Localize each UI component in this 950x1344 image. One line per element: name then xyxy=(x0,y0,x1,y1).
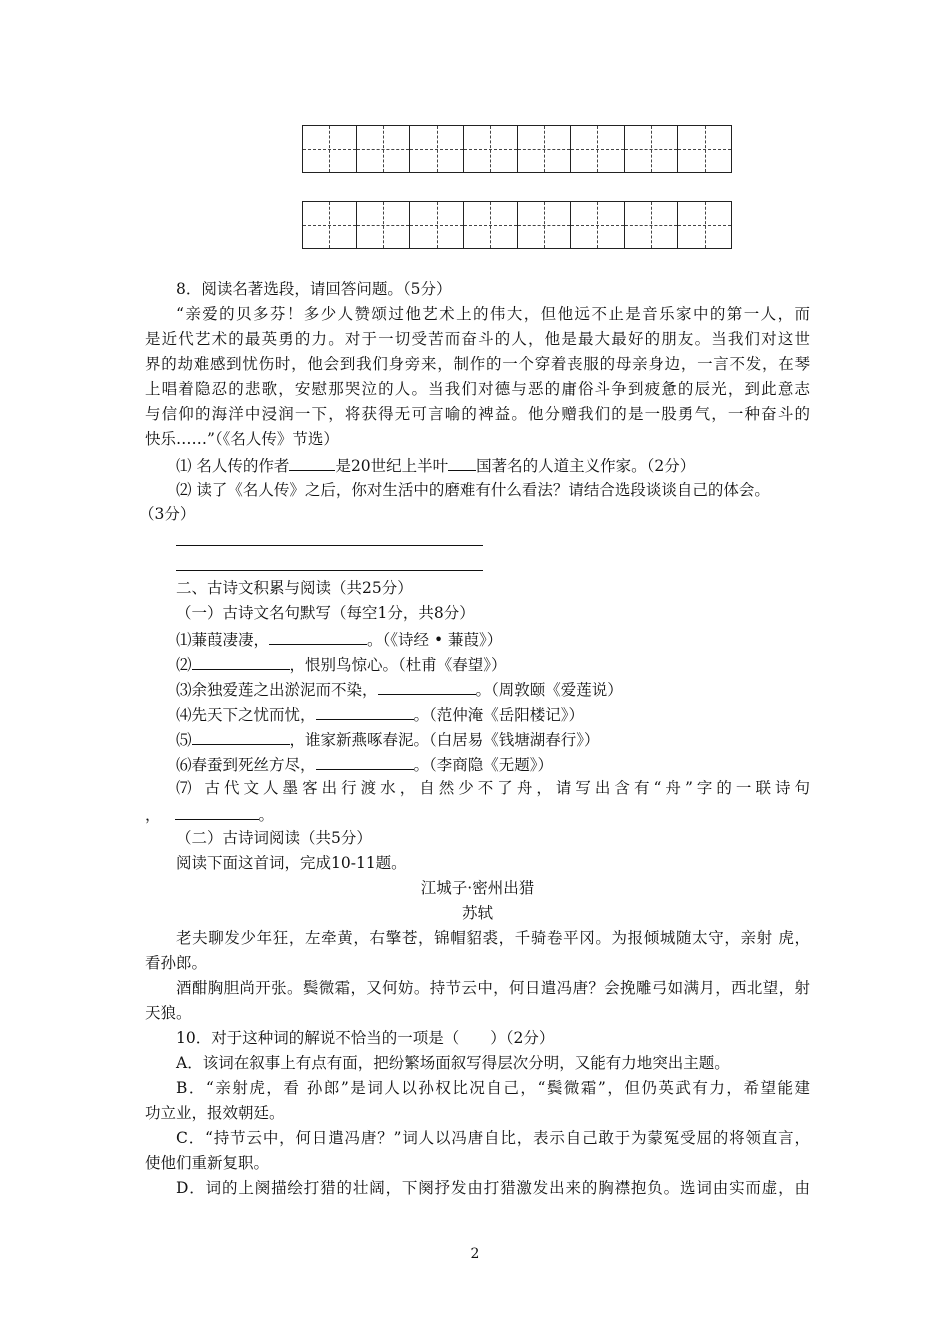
poem-instruction: 阅读下面这首词，完成10-11题。 xyxy=(176,854,407,872)
answer-blank[interactable] xyxy=(175,801,259,820)
q8-sub1-text-a: ⑴ 名人传的作者 xyxy=(176,457,290,475)
recite-item-post: 。（《诗经 • 蒹葭》） xyxy=(367,631,503,649)
grid-cell xyxy=(464,202,518,248)
grid-cell xyxy=(357,126,411,172)
grid-cell xyxy=(410,202,464,248)
q8-passage-line: “亲爱的贝多芬！多少人赞颂过他艺术上的伟大，但他远不止是音乐家中的第一人，而 xyxy=(176,305,810,323)
recite-item xyxy=(176,751,810,778)
section-2-heading: 二、古诗文积累与阅读（共25分） xyxy=(176,579,413,597)
q8-sub2-score: （3分） xyxy=(139,505,196,523)
grid-cell xyxy=(410,126,464,172)
q8-passage-line: 上唱着隐忍的悲歌，安慰那哭泣的人。当我们对德与恶的庸俗斗争到疲惫的辰光，到此意志 xyxy=(145,380,810,398)
q10-option-b-cont: 功立业，报效朝廷。 xyxy=(145,1104,285,1122)
recite-item-pre: ⑵ xyxy=(176,656,192,674)
grid-cell xyxy=(303,126,357,172)
poem-line: 酒酣胸胆尚开张。鬓微霜，又何妨。持节云中，何日遣冯唐？会挽雕弓如满月，西北望，射 xyxy=(176,979,810,997)
answer-blank[interactable] xyxy=(192,726,290,745)
answer-blank[interactable] xyxy=(192,651,290,670)
q10-option-a: A．该词在叙事上有点有面，把纷繁场面叙写得层次分明，又能有力地突出主题。 xyxy=(176,1054,730,1072)
q8-heading: 8．阅读名著选段，请回答问题。（5分） xyxy=(176,280,452,298)
grid-cell xyxy=(678,126,731,172)
grid-cell xyxy=(625,202,679,248)
q8-sub1-text-c: 国著名的人道主义作家。（2分） xyxy=(476,457,696,475)
answer-blank[interactable] xyxy=(269,626,367,645)
answer-line[interactable] xyxy=(176,570,483,571)
recite-item-post: 。（李商隐《无题》） xyxy=(413,756,554,774)
recite-item-post: 。（范仲淹《岳阳楼记》） xyxy=(413,706,585,724)
recite-item-pre: ⑶余独爱莲之出淤泥而不染， xyxy=(176,681,378,699)
grid-cell xyxy=(464,126,518,172)
page-number: 2 xyxy=(470,1246,480,1262)
grid-cell xyxy=(518,126,572,172)
grid-cell xyxy=(625,126,679,172)
q8-passage-line: 快乐……”（《名人传》节选） xyxy=(145,430,339,448)
answer-line[interactable] xyxy=(176,545,483,546)
q10-option-b: B．“亲射虎，看 孙郎”是词人以孙权比况自己，“鬓微霜”，但仍英武有力，希望能建 xyxy=(176,1079,810,1097)
recite-item-pre: ⑷先天下之忧而忧， xyxy=(176,706,316,724)
recite-item-7-comma: ， xyxy=(145,806,161,824)
grid-cell xyxy=(571,126,625,172)
poem-author: 苏轼 xyxy=(461,904,493,922)
recite-item-pre: ⑹春蚕到死丝方尽， xyxy=(176,756,316,774)
recite-item xyxy=(176,726,810,753)
recite-item xyxy=(176,701,810,728)
recite-item-7-answer xyxy=(145,801,810,828)
recite-item-7-tail: 。 xyxy=(258,806,275,824)
q10-option-c: C．“持节云中，何日遣冯唐？”词人以冯唐自比，表示自己敢于为蒙冤受屈的将领直言， xyxy=(176,1129,810,1147)
q10-option-d: D．词的上阕描绘打猎的壮阔，下阕抒发由打猎激发出来的胸襟抱负。选词由实而虚，由 xyxy=(176,1179,810,1197)
answer-blank[interactable] xyxy=(316,751,414,770)
grid-cell xyxy=(571,202,625,248)
poem-line: 天狼。 xyxy=(145,1004,192,1022)
grid-cell xyxy=(518,202,572,248)
recite-item xyxy=(176,626,810,653)
grid-cell xyxy=(678,202,731,248)
grid-cell xyxy=(303,202,357,248)
section-2-part-1-heading: （一）古诗文名句默写（每空1分，共8分） xyxy=(176,604,475,622)
q10-stem: 10．对于这种词的解说不恰当的一项是（ ）（2分） xyxy=(176,1029,555,1047)
writing-grid-row-1 xyxy=(302,125,732,173)
q8-sub1 xyxy=(176,452,810,479)
q8-passage-line: 是近代艺术的最英勇的力。对于一切受苦而奋斗的人，他是最大最好的朋友。当我们对这世 xyxy=(145,330,810,348)
answer-blank[interactable] xyxy=(448,452,476,471)
recite-item-pre: ⑴蒹葭凄凄， xyxy=(176,631,270,649)
poem-title: 江城子·密州出猎 xyxy=(420,879,535,897)
recite-item xyxy=(176,676,810,703)
q8-sub1-text-b: 是20世纪上半叶 xyxy=(335,457,449,475)
answer-blank[interactable] xyxy=(378,676,476,695)
recite-item-pre: ⑸ xyxy=(176,731,192,749)
recite-item xyxy=(176,651,810,678)
answer-blank[interactable] xyxy=(289,452,335,471)
q10-option-c-cont: 使他们重新复职。 xyxy=(145,1154,270,1172)
q8-sub2: ⑵ 读了《名人传》之后，你对生活中的磨难有什么看法？请结合选段谈谈自己的体会。 xyxy=(176,481,770,499)
writing-grid-row-2 xyxy=(302,201,732,249)
recite-item-post: ，恨别鸟惊心。（杜甫《春望》） xyxy=(289,656,507,674)
answer-blank[interactable] xyxy=(316,701,414,720)
poem-line: 看孙郎。 xyxy=(145,954,208,972)
recite-item-post: ，谁家新燕啄春泥。（白居易《钱塘湖春行》） xyxy=(289,731,600,749)
poem-line: 老夫聊发少年狂，左牵黄，右擎苍，锦帽貂裘，千骑卷平冈。为报倾城随太守，亲射 虎， xyxy=(176,929,810,947)
grid-cell xyxy=(357,202,411,248)
recite-item-post: 。（周敦颐《爱莲说） xyxy=(475,681,623,699)
recite-item-7: ⑺ 古代文人墨客出行渡水，自然少不了舟，请写出含有“舟”字的一联诗句 xyxy=(176,779,810,797)
q8-passage-line: 界的劫难感到忧伤时，他会到我们身旁来，制作的一个穿着丧服的母亲身边，一言不发，在琴 xyxy=(145,355,810,373)
section-2-part-2-heading: （二）古诗词阅读（共5分） xyxy=(176,829,372,847)
q8-passage-line: 与信仰的海洋中浸润一下，将获得无可言喻的裨益。他分赠我们的是一股勇气，一种奋斗的 xyxy=(145,405,810,423)
